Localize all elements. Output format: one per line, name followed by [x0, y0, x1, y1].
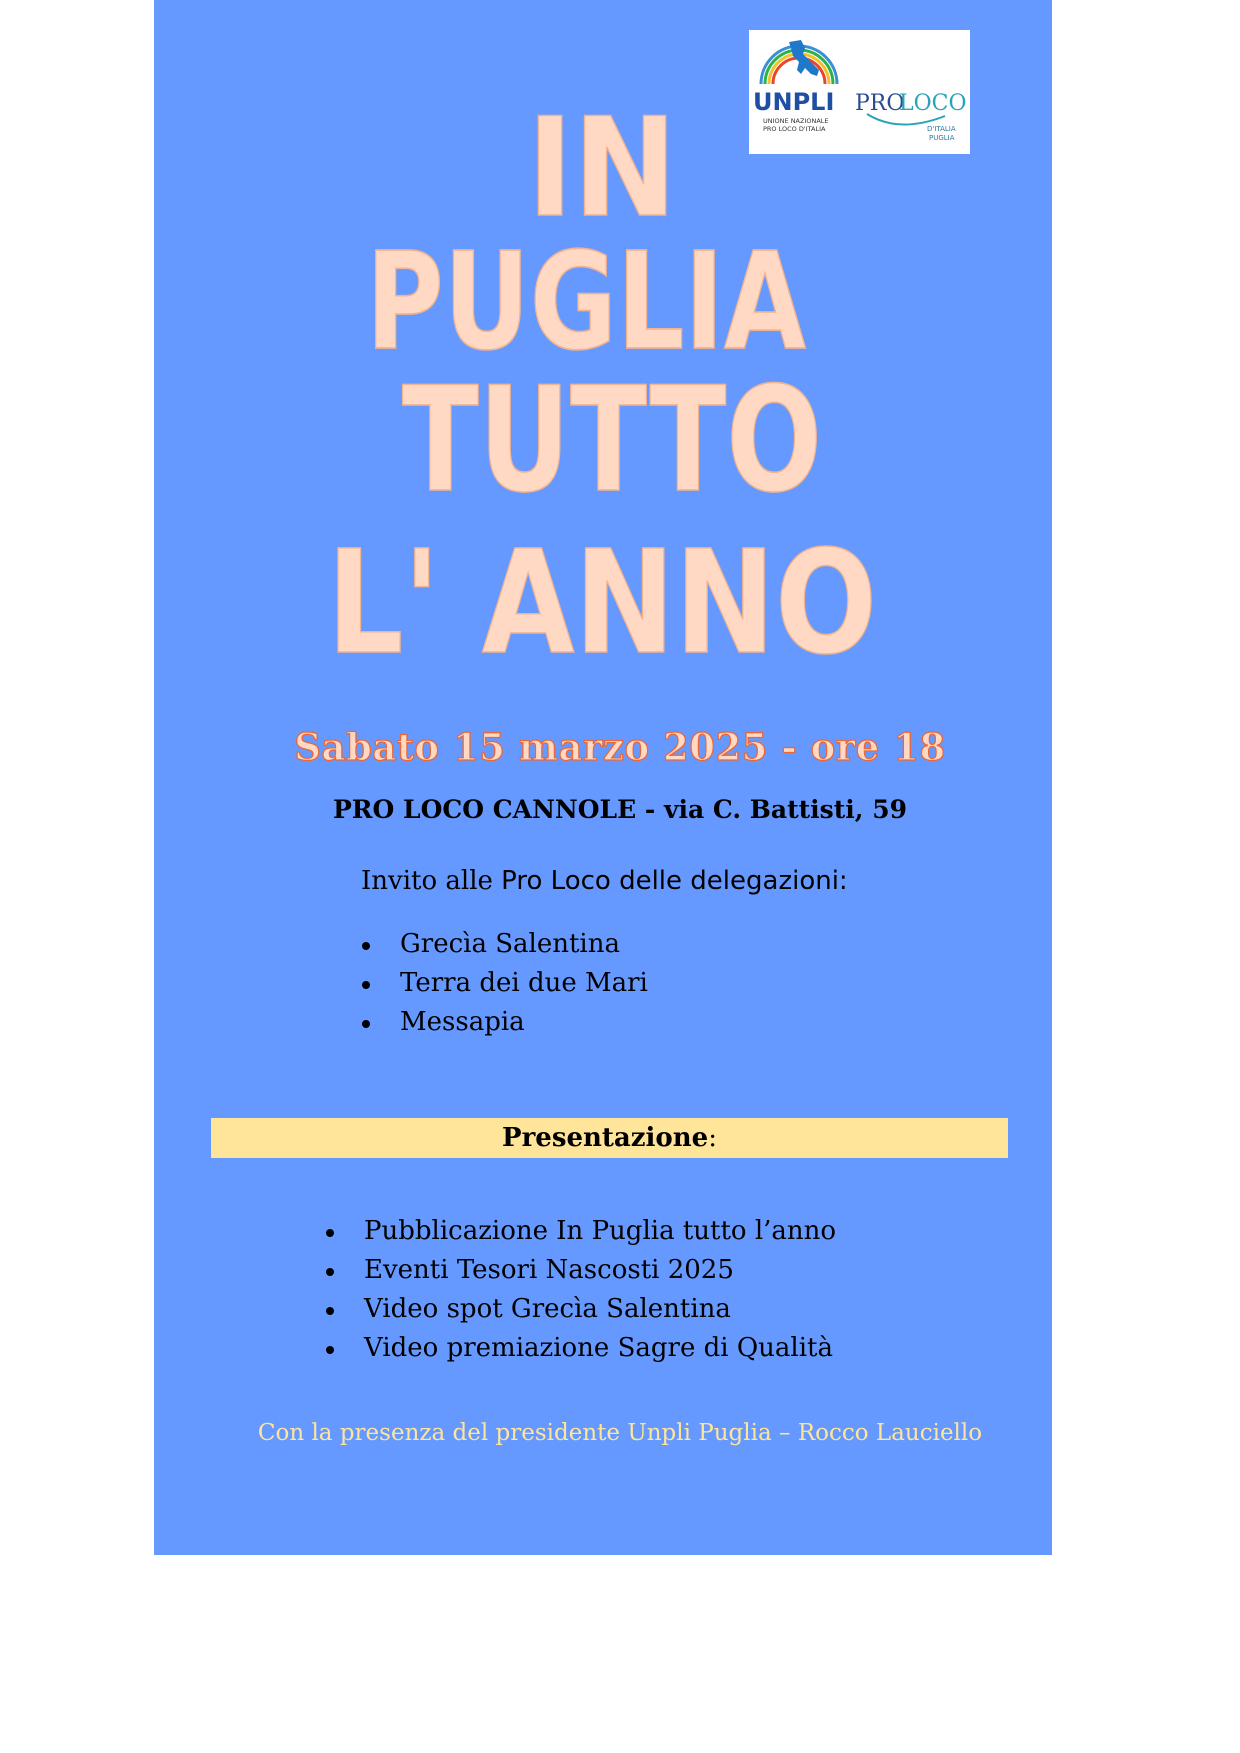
headline-line-4: L' ANNO: [327, 520, 878, 680]
bullet-icon: [362, 981, 370, 989]
presentation-heading: [211, 1118, 1008, 1158]
delegations-list: [362, 925, 648, 1042]
bullet-icon: [362, 942, 370, 950]
list-item: Video spot Grecìa Salentina: [326, 1290, 836, 1329]
list-item: Messapia: [362, 1003, 648, 1042]
list-item: Pubblicazione In Puglia tutto l’anno: [326, 1212, 836, 1251]
list-item: Video premiazione Sagre di Qualità: [326, 1329, 836, 1368]
unpli-subtitle-2: PRO LOCO D'ITALIA: [763, 125, 826, 133]
bullet-icon: [326, 1307, 334, 1315]
headline-line-2: PUGLIA: [365, 224, 806, 381]
invite-text: [361, 866, 848, 896]
event-place: PRO LOCO CANNOLE - via C. Battisti, 59: [332, 795, 907, 824]
bullet-icon: [362, 1020, 370, 1028]
bullet-icon: [326, 1346, 334, 1354]
proloco-loco-text: LOCO: [899, 91, 967, 116]
unpli-text: UNPLI: [753, 88, 835, 116]
unpli-subtitle-1: UNIONE NAZIONALE: [763, 117, 829, 125]
presentation-list: [326, 1212, 836, 1368]
list-item: Eventi Tesori Nascosti 2025: [326, 1251, 836, 1290]
proloco-sub-2: PUGLIA: [929, 134, 955, 142]
bullet-icon: [326, 1268, 334, 1276]
bullet-icon: [326, 1229, 334, 1237]
headline-line-1: IN: [526, 89, 677, 248]
list-item: Terra dei due Mari: [362, 964, 648, 1003]
invite-rest: Pro Loco delle delegazioni:: [501, 866, 848, 896]
proloco-pro-text: PRO: [855, 91, 905, 116]
event-date-time: Sabato 15 marzo 2025 - ore 18: [294, 725, 946, 769]
presentation-title: Presentazione: [502, 1123, 709, 1153]
list-item: Grecìa Salentina: [362, 925, 648, 964]
headline: [0, 0, 1240, 680]
headline-line-3: TUTTO: [401, 356, 822, 525]
proloco-sub-1: D'ITALIA: [927, 125, 956, 133]
footer-text: Con la presenza del presidente Unpli Puglia – Rocco Lauciello: [257, 1420, 983, 1446]
invite-prefix: Invito alle: [361, 866, 502, 896]
presentation-colon: :: [708, 1123, 717, 1153]
